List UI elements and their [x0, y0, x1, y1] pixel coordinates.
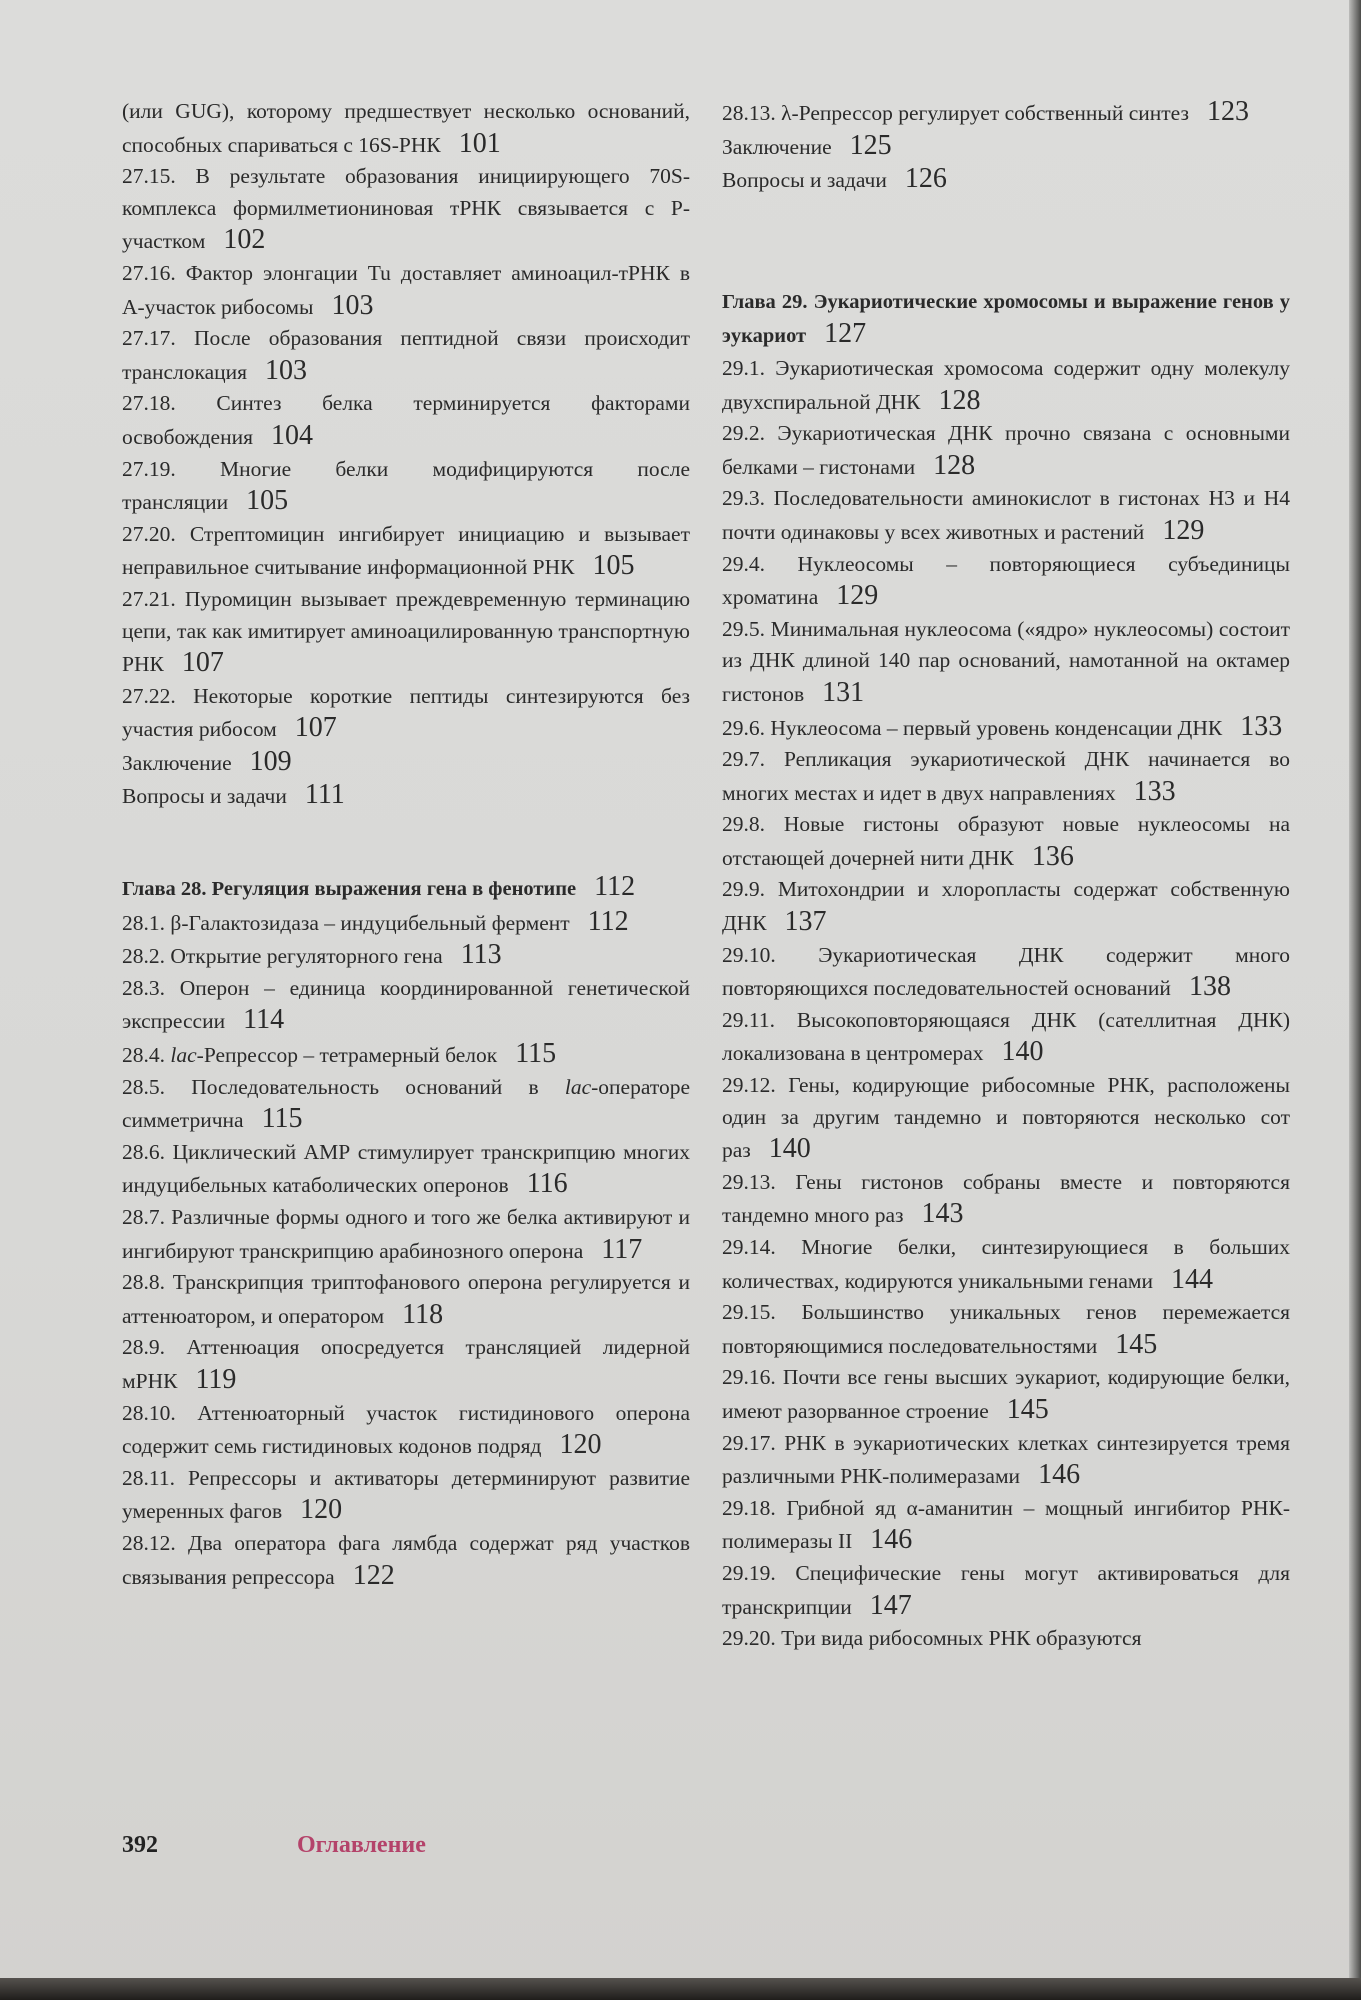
- toc-entry-page: 109: [249, 745, 292, 777]
- toc-entry-number: 29.17.: [722, 1430, 776, 1455]
- toc-entry-page: 112: [594, 871, 636, 903]
- page-edge-shadow: [1349, 0, 1361, 2000]
- toc-entry-title: После образования пептидной связи происходит транслокация: [122, 326, 690, 384]
- toc-entry-title: Вопросы и задачи: [122, 784, 287, 809]
- toc-entry-page: 128: [938, 384, 981, 416]
- toc-entry-title: Аттенюация опосредуется трансляцией лидерной мРНК: [122, 1335, 691, 1393]
- toc-entry-number: 29.4.: [722, 551, 765, 576]
- toc-entry-title: Последовательности аминокислот в гистонах Н3 и Н4 почти одинаковы у всех животных и растений: [722, 486, 1290, 544]
- toc-entry: [722, 614, 1290, 711]
- toc-entry-page: 145: [1115, 1328, 1158, 1360]
- toc-entry-number: 29.10.: [722, 942, 776, 967]
- toc-right-column: [722, 96, 1290, 1655]
- toc-entry-page: 145: [1006, 1393, 1049, 1425]
- toc-entry-page: 129: [1162, 514, 1205, 546]
- toc-entry-title: Открытие регуляторного гена: [170, 944, 443, 969]
- toc-entry-page: 120: [300, 1494, 343, 1526]
- toc-entry-page: 126: [904, 163, 947, 195]
- toc-entry: [722, 809, 1290, 874]
- toc-entry-title: Некоторые короткие пептиды синтезируются без участия рибосом: [122, 683, 690, 742]
- toc-entry-page: 117: [601, 1233, 643, 1265]
- toc-entry-number: 29.13.: [722, 1169, 776, 1194]
- toc-entry: [122, 681, 690, 746]
- toc-entry-page: 146: [1038, 1459, 1081, 1491]
- toc-entry-title: Митохондрии и хлоропласты содержат собственную ДНК: [722, 877, 1290, 936]
- running-section-title: Оглавление: [297, 1832, 426, 1858]
- toc-entry: [722, 1493, 1290, 1558]
- toc-entry-number: 29.19.: [722, 1560, 776, 1585]
- toc-entry-page: 147: [869, 1589, 912, 1621]
- toc-entry-number: 29.20.: [722, 1626, 776, 1651]
- toc-entry-title: lac-Репрессор – тетрамерный белок: [170, 1043, 498, 1068]
- toc-entry-number: 27.22.: [122, 683, 176, 708]
- toc-entry: [722, 483, 1290, 548]
- toc-entry: [122, 779, 690, 813]
- toc-entry: [722, 163, 1290, 197]
- toc-entry-title: Глава 28. Регуляция выражения гена в фенотипе: [122, 878, 577, 901]
- toc-entry-page: 133: [1240, 710, 1283, 742]
- toc-entry-number: 27.19.: [122, 456, 176, 481]
- toc-entry: [722, 130, 1290, 164]
- toc-entry-number: 29.12.: [722, 1073, 776, 1098]
- toc-entry-title: Глава 29. Эукариотические хромосомы и выражение генов у эукариот: [722, 290, 1290, 348]
- toc-entry-title: Два оператора фага лямбда содержат ряд участков связывания репрессора: [122, 1530, 690, 1589]
- toc-entry-number: 28.9.: [122, 1335, 165, 1360]
- toc-entry-title: Пуромицин вызывает преждевременную терминацию цепи, так как имитирует аминоацилированную транспортную РНК: [122, 586, 691, 677]
- toc-entry-page: 112: [587, 905, 629, 937]
- toc-entry-page: 144: [1171, 1263, 1214, 1295]
- toc-entry-page: 102: [223, 224, 266, 256]
- toc-entry-title: Оперон – единица координированной генетической экспрессии: [122, 975, 691, 1034]
- toc-entry: [722, 96, 1290, 130]
- toc-entry-title: Заключение: [122, 750, 232, 775]
- toc-entry-number: 29.7.: [722, 747, 765, 772]
- toc-entry-number: 29.9.: [722, 877, 765, 902]
- toc-entry-page: 140: [1001, 1036, 1044, 1068]
- toc-entry-page: 146: [870, 1524, 913, 1556]
- toc-entry-number: 29.8.: [722, 812, 765, 837]
- toc-entry-page: 118: [402, 1298, 444, 1330]
- toc-entry: [722, 1070, 1290, 1167]
- toc-entry-page: 125: [849, 129, 892, 161]
- toc-entry-title: Эукариотическая ДНК содержит много повторяющихся последовательностей оснований: [722, 942, 1290, 1001]
- toc-entry: [122, 906, 690, 940]
- toc-entry-title: Различные формы одного и того же белка активируют и ингибируют транскрипцию арабинозного оперона: [122, 1205, 690, 1263]
- toc-entry-title: Три вида рибосомных РНК образуются: [781, 1626, 1142, 1651]
- toc-entry-title: Эукариотическая хромосома содержит одну молекулу двухспиральной ДНК: [722, 355, 1290, 414]
- toc-entry-page: 103: [331, 289, 374, 321]
- toc-entry: [722, 353, 1290, 418]
- toc-entry: [722, 1428, 1290, 1493]
- toc-entry-title: Стрептомицин ингибирует инициацию и вызывает неправильное считывание информационной РНК: [122, 521, 690, 580]
- toc-entry-title: Циклический АМР стимулирует транскрипцию многих индуцибельных катаболических оперонов: [122, 1139, 691, 1198]
- toc-entry-title: Нуклеосома – первый уровень конденсации ДНК: [770, 715, 1223, 740]
- toc-entry-page: 137: [784, 906, 827, 938]
- toc-entry-page: 115: [261, 1103, 303, 1135]
- toc-chapter-heading: [122, 871, 690, 906]
- toc-entry: [722, 1167, 1290, 1232]
- toc-entry-page: 120: [559, 1429, 602, 1461]
- toc-entry-number: 28.13.: [722, 101, 776, 125]
- toc-entry: [122, 1267, 690, 1332]
- toc-entry-number: 29.18.: [722, 1495, 776, 1520]
- toc-entry-number: 28.2.: [122, 944, 165, 969]
- toc-entry-title: Заключение: [722, 134, 832, 159]
- toc-entry: [722, 1623, 1290, 1655]
- toc-entry-title: (или GUG), которому предшествует несколько оснований, способных спариваться с 16S-РНК: [122, 99, 690, 157]
- toc-entry-page: 115: [515, 1038, 557, 1070]
- toc-entry-number: 28.8.: [122, 1270, 165, 1295]
- toc-entry-number: 28.12.: [122, 1530, 176, 1555]
- toc-entry-number: 29.14.: [722, 1235, 776, 1259]
- toc-entry-number: 29.16.: [722, 1365, 776, 1390]
- toc-entry-title: Гены гистонов собраны вместе и повторяются тандемно много раз: [722, 1169, 1290, 1228]
- toc-entry: [122, 939, 690, 973]
- toc-entry-number: 27.21.: [122, 586, 176, 611]
- toc-entry-title: Фактор элонгации Tu доставляет аминоацил-тРНК в А-участок рибосомы: [122, 260, 690, 319]
- toc-entry-title: λ-Репрессор регулирует собственный синтез: [781, 101, 1189, 125]
- toc-entry: [122, 258, 690, 323]
- toc-entry-title: Большинство уникальных генов перемежается повторяющимися последовательностями: [722, 1300, 1290, 1358]
- toc-entry: [122, 519, 690, 584]
- toc-entry-number: 27.15.: [122, 164, 176, 189]
- toc-entry-title: Вопросы и задачи: [722, 168, 887, 193]
- toc-entry-title: В результате образования инициирующего 70S-комплекса формилметиониновая тРНК связывается с Р-участком: [122, 164, 691, 254]
- toc-entry-page: 103: [265, 354, 308, 386]
- toc-entry-title: Минимальная нуклеосома («ядро» нуклеосомы) состоит из ДНК длиной 140 пар оснований, намотанной на октамер гистонов: [722, 616, 1291, 706]
- toc-entry-title: Высокоповторяющаяся ДНК (сателлитная ДНК) локализована в центромерах: [722, 1007, 1291, 1066]
- toc-entry: [122, 584, 690, 681]
- toc-entry-page: 105: [246, 485, 289, 517]
- toc-entry-title: Специфические гены могут активироваться для транскрипции: [722, 1560, 1290, 1619]
- page-bottom-shadow: [0, 1978, 1361, 2000]
- toc-entry-title: Почти все гены высших эукариот, кодирующие белки, имеют разорванное строение: [722, 1365, 1290, 1423]
- toc-entry: [122, 973, 690, 1038]
- toc-entry-page: 111: [304, 779, 345, 811]
- toc-entry-page: 131: [822, 676, 865, 708]
- toc-entry-number: 28.5.: [122, 1074, 165, 1099]
- toc-entry-page: 105: [592, 550, 635, 582]
- toc-entry: [122, 1398, 690, 1463]
- toc-entry-page: 128: [933, 449, 976, 481]
- toc-entry: [122, 1038, 690, 1072]
- toc-entry-page: 104: [270, 419, 313, 451]
- toc-entry-number: 28.6.: [122, 1139, 165, 1164]
- toc-entry: [122, 96, 690, 161]
- toc-entry-page: 101: [458, 127, 501, 159]
- page-number: 392: [122, 1832, 158, 1858]
- toc-entry-number: 27.18.: [122, 391, 176, 416]
- toc-entry-number: 28.3.: [122, 975, 165, 1000]
- toc-entry-number: 29.3.: [722, 486, 765, 511]
- toc-entry-title: Репрессоры и активаторы детерминируют развитие умеренных фагов: [122, 1465, 691, 1524]
- toc-entry: [122, 746, 690, 780]
- toc-entry-number: 28.10.: [122, 1400, 176, 1425]
- toc-left-column: [122, 96, 690, 1593]
- toc-entry: [122, 388, 690, 453]
- toc-entry-number: 29.2.: [722, 421, 765, 446]
- toc-entry-number: 28.11.: [122, 1465, 175, 1490]
- toc-entry-page: 138: [1188, 971, 1231, 1003]
- toc-entry-title: Репликация эукариотической ДНК начинается во многих местах и идет в двух направлениях: [722, 747, 1290, 805]
- toc-entry: [122, 1332, 690, 1397]
- toc-entry: [722, 1232, 1290, 1297]
- toc-entry-page: 107: [181, 647, 224, 679]
- toc-entry-number: 29.6.: [722, 715, 765, 740]
- toc-entry-page: 123: [1206, 96, 1249, 127]
- toc-entry-number: 29.15.: [722, 1300, 776, 1325]
- toc-entry-page: 133: [1133, 775, 1176, 807]
- toc-entry: [722, 711, 1290, 745]
- toc-entry-title: Синтез белка терминируется факторами освобождения: [122, 391, 691, 449]
- toc-entry-title: Новые гистоны образуют новые нуклеосомы на отстающей дочерней нити ДНК: [722, 812, 1290, 870]
- toc-entry-page: 113: [460, 939, 502, 971]
- toc-entry-title: Транскрипция триптофанового оперона регулируется и аттенюатором, и оператором: [122, 1270, 691, 1328]
- toc-entry: [122, 1528, 690, 1593]
- toc-entry-number: 28.4.: [122, 1043, 165, 1068]
- toc-entry-title: Многие белки модифицируются после трансляции: [122, 456, 690, 515]
- toc-entry-number: 29.11.: [722, 1007, 775, 1032]
- toc-entry-title: РНК в эукариотических клетках синтезируется тремя различными РНК-полимеразами: [722, 1430, 1291, 1489]
- toc-entry-page: 127: [824, 318, 867, 350]
- toc-entry: [122, 323, 690, 388]
- toc-entry-number: 28.1.: [122, 910, 165, 935]
- toc-entry-page: 140: [768, 1133, 811, 1165]
- toc-entry-page: 136: [1031, 840, 1074, 872]
- toc-entry: [122, 161, 690, 258]
- toc-entry-title: β-Галактозидаза – индуцибельный фермент: [170, 910, 570, 935]
- toc-entry-title: Гены, кодирующие рибосомные РНК, расположены один за другим тандемно и повторяются несколько сот раз: [722, 1073, 1291, 1163]
- toc-entry: [722, 1005, 1290, 1070]
- toc-entry-page: 129: [836, 580, 879, 612]
- toc-entry: [122, 1072, 690, 1137]
- toc-entry: [722, 418, 1290, 483]
- toc-entry: [722, 1362, 1290, 1427]
- toc-entry-number: 29.1.: [722, 355, 765, 380]
- toc-entry-title: Аттенюаторный участок гистидинового оперона содержит семь гистидиновых кодонов подряд: [122, 1400, 691, 1459]
- toc-entry: [722, 940, 1290, 1005]
- toc-entry-title: Грибной яд α-аманитин – мощный ингибитор РНК-полимеразы II: [722, 1495, 1291, 1554]
- toc-entry: [122, 1463, 690, 1528]
- toc-entry: [722, 1297, 1290, 1362]
- toc-entry-page: 107: [294, 712, 337, 744]
- toc-entry-number: 27.20.: [122, 521, 176, 546]
- toc-entry-title: Нуклеосомы – повторяющиеся субъединицы хроматина: [722, 551, 1290, 610]
- toc-entry-title: Последовательность оснований в lac-операторе симметрична: [122, 1074, 690, 1133]
- toc-entry: [122, 1202, 690, 1267]
- toc-entry-number: 28.7.: [122, 1205, 165, 1229]
- toc-entry-title: Многие белки, синтезирующиеся в больших количествах, кодируются уникальными генами: [722, 1235, 1291, 1293]
- toc-entry-title: Эукариотическая ДНК прочно связана с основными белками – гистонами: [722, 421, 1290, 479]
- toc-entry: [722, 1558, 1290, 1623]
- toc-entry-page: 119: [195, 1363, 237, 1395]
- toc-entry: [722, 874, 1290, 939]
- toc-entry: [722, 549, 1290, 614]
- toc-entry-number: 27.16.: [122, 260, 176, 285]
- toc-entry-page: 122: [352, 1559, 395, 1591]
- toc-entry-number: 27.17.: [122, 326, 176, 351]
- toc-entry: [122, 454, 690, 519]
- toc-entry-page: 116: [526, 1168, 568, 1200]
- toc-chapter-heading: [722, 287, 1290, 353]
- toc-entry: [722, 744, 1290, 809]
- toc-entry-number: 29.5.: [722, 616, 765, 641]
- toc-entry: [122, 1137, 690, 1202]
- toc-entry-page: 114: [243, 1004, 285, 1036]
- toc-entry-page: 143: [921, 1198, 964, 1230]
